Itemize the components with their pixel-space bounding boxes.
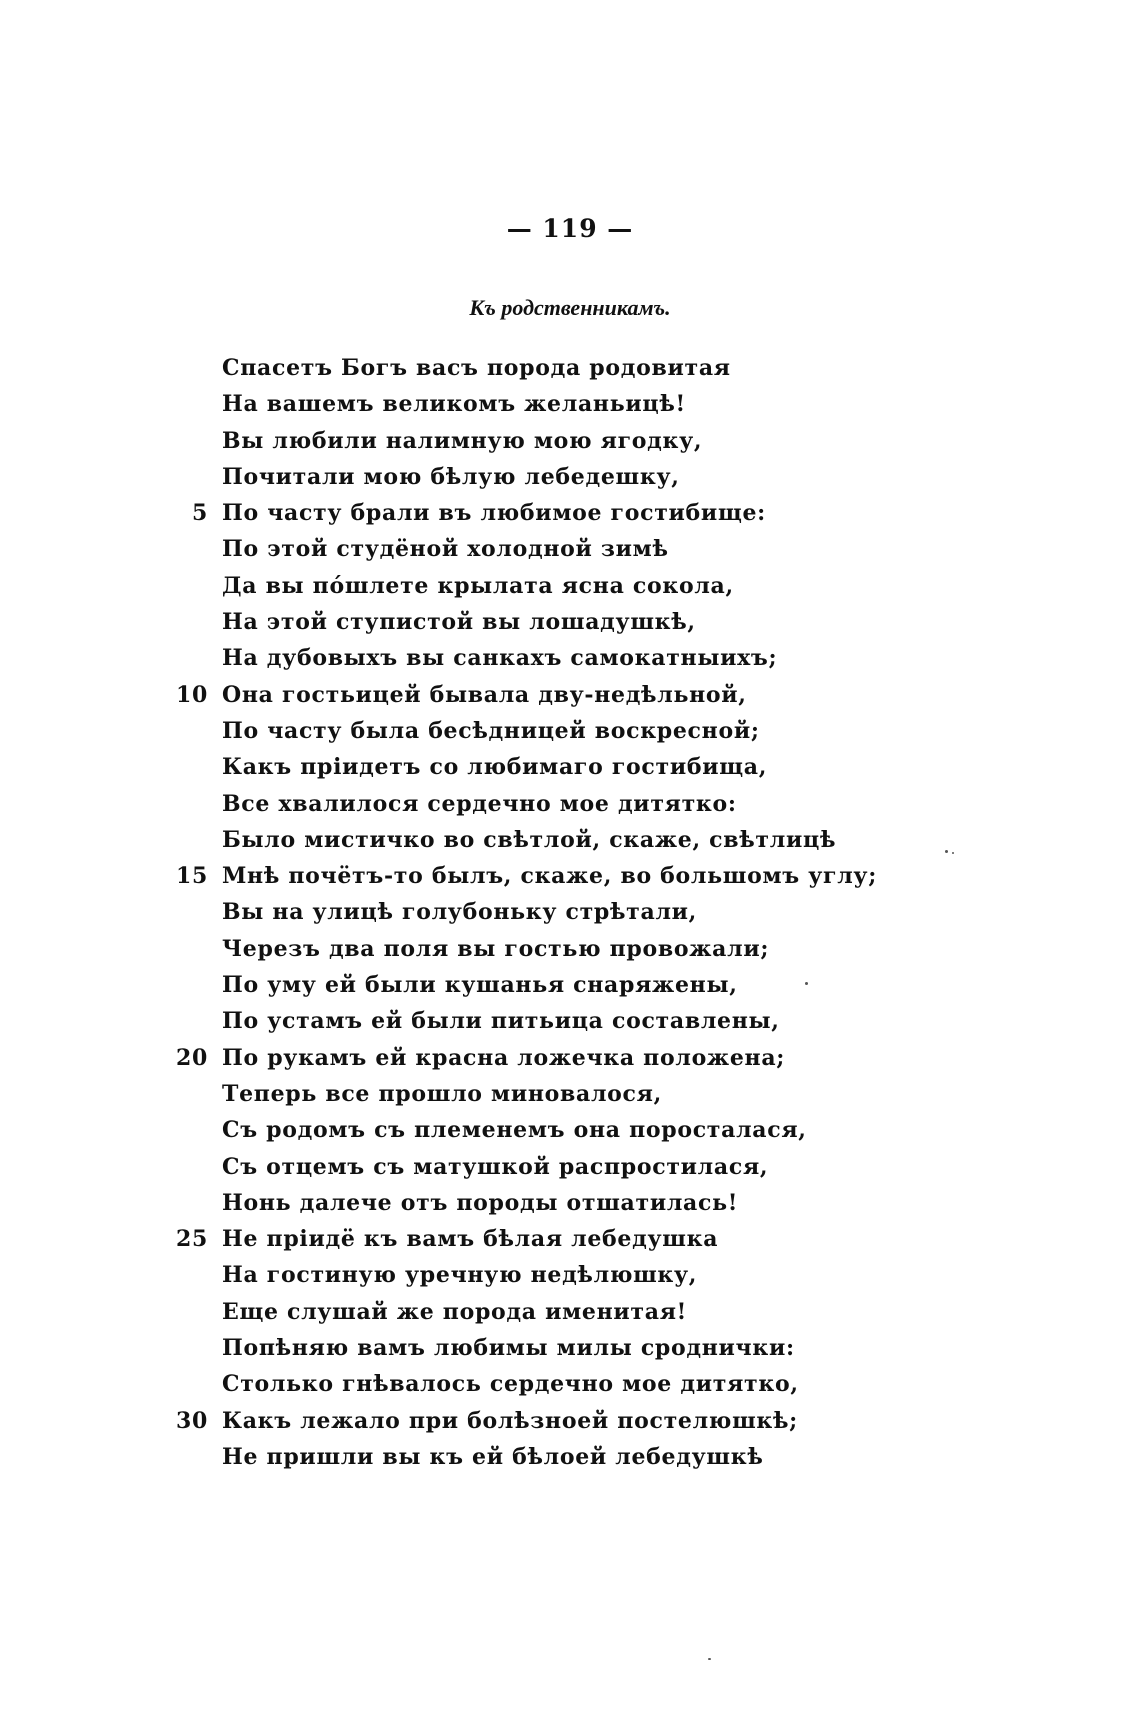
line-text: Спасетъ Богъ васъ порода родовитая — [222, 355, 731, 381]
line-text: Да вы пóшлете крылата ясна сокола, — [222, 572, 734, 599]
line-text: На дубовыхъ вы санкахъ самокатныихъ; — [222, 645, 778, 672]
line-number: 25 — [175, 1226, 208, 1253]
verse-line — [170, 1076, 870, 1112]
line-text: На вашемъ великомъ желаньицѣ! — [222, 391, 686, 418]
verse-line — [170, 1185, 870, 1221]
line-text: Съ отцемъ съ матушкой распростилася, — [222, 1153, 769, 1180]
verse-line — [170, 1366, 870, 1402]
line-text: Какъ пріидетъ со любимаго гостибища, — [222, 754, 768, 781]
verse-line — [170, 1003, 870, 1039]
verse-line — [170, 967, 870, 1003]
verse-line — [170, 858, 878, 894]
line-text: Она гостьицей бывала дву-недѣльной, — [222, 681, 747, 708]
verse-line — [170, 931, 870, 967]
line-text: На этой ступистой вы лошадушкѣ, — [222, 609, 696, 636]
verse-line — [170, 1040, 870, 1076]
line-number: 5 — [191, 500, 208, 527]
line-text: Черезъ два поля вы гостью провожали; — [222, 935, 770, 962]
line-text: По уму ей были кушанья снаряжены, — [222, 972, 738, 999]
verse-line — [170, 350, 870, 386]
line-text: Мнѣ почётъ-то былъ, скаже, во большомъ углу; — [222, 863, 878, 890]
line-text: Вы любили налимную мою ягодку, — [222, 427, 703, 454]
verse-line — [170, 1330, 870, 1366]
line-text: По часту брали въ любимое гостибище: — [222, 500, 766, 527]
verse-line — [170, 1149, 870, 1185]
line-text: По устамъ ей были питьица составлены, — [222, 1008, 780, 1035]
line-number: 15 — [175, 863, 208, 890]
line-text: Вы на улицѣ голубоньку стрѣтали, — [222, 899, 698, 926]
line-number: 30 — [175, 1407, 208, 1434]
line-text: Не пришли вы къ ей бѣлоей лебедушкѣ — [222, 1443, 764, 1470]
scan-speck — [708, 1658, 711, 1660]
line-number: 10 — [175, 681, 208, 708]
line-text: Попѣняю вамъ любимы милы сроднички: — [222, 1335, 795, 1362]
verse-line — [170, 749, 870, 785]
line-number: 20 — [175, 1044, 208, 1071]
verse-line — [170, 1112, 870, 1148]
scan-speck — [952, 852, 954, 854]
line-text: На гостиную уречную недѣлюшку, — [222, 1262, 698, 1289]
verse-line — [170, 786, 870, 822]
verse-line — [170, 822, 870, 858]
verse-line — [170, 386, 870, 422]
page-number: — 119 — — [506, 214, 634, 243]
scan-speck — [805, 982, 808, 985]
verse-line — [170, 894, 870, 930]
line-text: Было мистичко во свѣтлой, скаже, свѣтлицѣ — [222, 826, 837, 853]
line-text: Столько гнѣвалось сердечно мое дитятко, — [222, 1371, 799, 1398]
verse-line — [170, 531, 870, 567]
verse-line — [170, 495, 870, 531]
verse-line — [170, 459, 870, 495]
poem-title: Къ родственникамъ. — [469, 295, 671, 320]
verse-line — [170, 423, 870, 459]
line-text: Съ родомъ съ племенемъ она поросталася, — [222, 1117, 807, 1144]
line-text: Нонь далече отъ породы отшатилась! — [222, 1189, 739, 1216]
line-text: Теперь все прошло миновалося, — [222, 1080, 662, 1107]
line-text: Не пріидё къ вамъ бѣлая лебедушка — [222, 1226, 719, 1253]
line-text: Почитали мою бѣлую лебедешку, — [222, 463, 680, 490]
line-text: Какъ лежало при болѣзноей постелюшкѣ; — [222, 1407, 798, 1434]
verse-line — [170, 1221, 870, 1257]
line-text: Все хвалилося сердечно мое дитятко: — [222, 790, 737, 817]
poem-body — [170, 350, 878, 1475]
verse-line — [170, 1257, 870, 1293]
line-text: Еще слушай же порода именитая! — [222, 1298, 688, 1325]
verse-line — [170, 604, 870, 640]
line-text: По рукамъ ей красна ложечка положена; — [222, 1044, 786, 1071]
verse-line — [170, 1403, 870, 1439]
verse-line — [170, 1439, 870, 1475]
line-text: По этой студёной холодной зимѣ — [222, 536, 669, 563]
verse-line — [170, 1294, 870, 1330]
verse-line — [170, 677, 870, 713]
verse-line — [170, 713, 870, 749]
verse-line — [170, 568, 870, 604]
line-text: По часту была бесѣдницей воскресной; — [222, 717, 760, 744]
scan-speck — [945, 850, 948, 853]
verse-line — [170, 640, 870, 676]
